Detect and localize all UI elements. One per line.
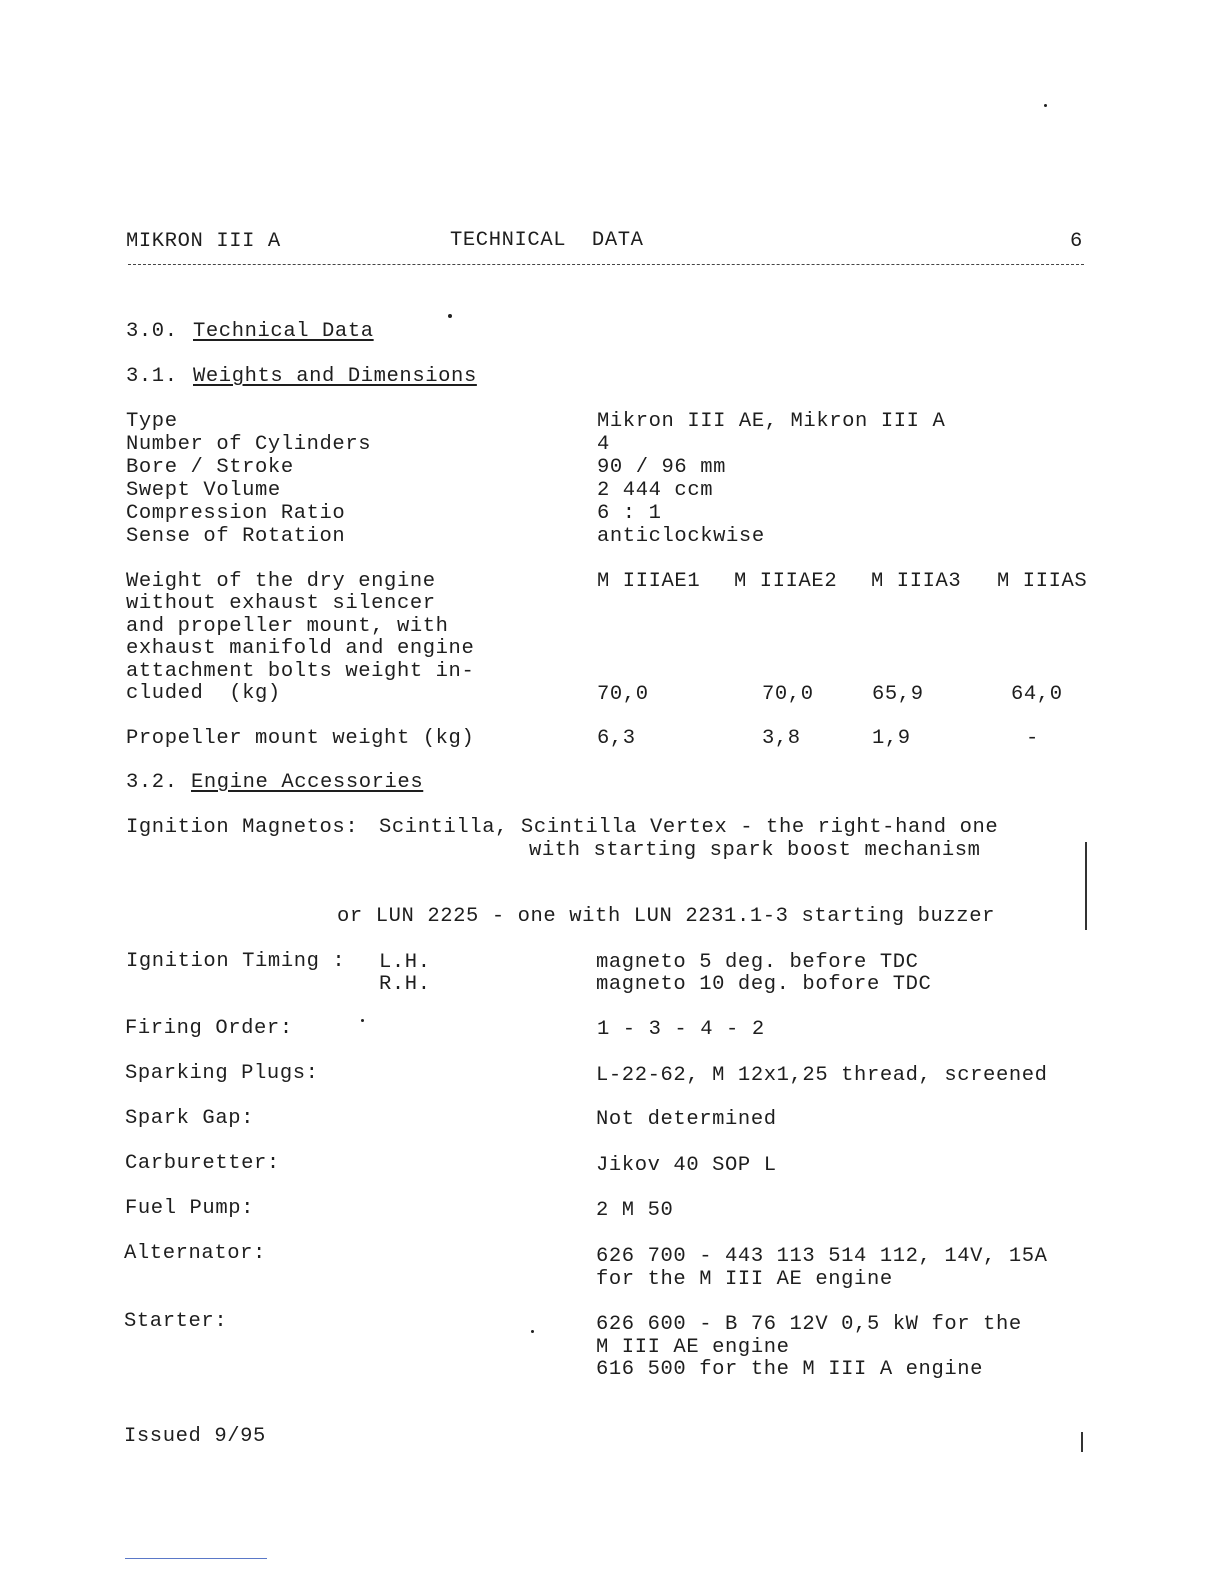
bottom-rule <box>125 1558 267 1559</box>
alternator-value-line2: for the M III AE engine <box>596 1268 893 1291</box>
spec-label-cylinders: Number of Cylinders <box>126 433 372 456</box>
timing-lh-label: L.H. <box>379 951 431 974</box>
revision-bar <box>1081 1432 1083 1452</box>
section-3-1-number: 3.1. <box>126 365 178 388</box>
scan-speck <box>448 314 452 318</box>
spec-value-rotation: anticlockwise <box>597 525 765 548</box>
starter-label: Starter: <box>124 1310 228 1333</box>
magnetos-value-line1: Scintilla, Scintilla Vertex - the right-hand one <box>379 816 999 839</box>
spec-value-type: Mikron III AE, Mikron III A <box>597 410 946 433</box>
alternator-label: Alternator: <box>124 1242 266 1265</box>
timing-lh-value: magneto 5 deg. before TDC <box>596 951 919 974</box>
fuel-pump-label: Fuel Pump: <box>125 1197 255 1220</box>
section-3-0-number: 3.0. <box>126 320 178 343</box>
scan-speck <box>1044 104 1047 107</box>
spark-gap-label: Spark Gap: <box>125 1107 255 1130</box>
weight-label-line: attachment bolts weight in- <box>126 660 475 683</box>
weight-label-line: and propeller mount, with <box>126 615 449 638</box>
model-header: M IIIAS <box>997 570 1088 593</box>
scan-speck <box>531 1330 534 1333</box>
weight-value: 70,0 <box>762 683 814 706</box>
spec-value-bore-stroke: 90 / 96 mm <box>597 456 727 479</box>
propeller-weight-value: 3,8 <box>762 727 801 750</box>
section-3-2-title: Engine Accessories <box>191 771 424 794</box>
spark-gap-value: Not determined <box>596 1108 777 1131</box>
model-header: M IIIAE1 <box>597 570 701 593</box>
firing-order-value: 1 - 3 - 4 - 2 <box>597 1018 765 1041</box>
timing-rh-value: magneto 10 deg. bofore TDC <box>596 973 932 996</box>
spec-value-compression: 6 : 1 <box>597 502 662 525</box>
weight-value: 64,0 <box>1011 683 1063 706</box>
starter-value-line1: 626 600 - B 76 12V 0,5 kW for the <box>596 1313 1022 1336</box>
weight-label-line: cluded (kg) <box>126 682 281 705</box>
header-divider <box>128 264 1084 265</box>
model-header: M IIIA3 <box>871 570 962 593</box>
timing-rh-label: R.H. <box>379 973 431 996</box>
weight-label-line: without exhaust silencer <box>126 592 436 615</box>
section-3-2-number: 3.2. <box>126 771 178 794</box>
issued-date: Issued 9/95 <box>124 1425 266 1448</box>
revision-bar <box>1085 842 1087 930</box>
scan-speck <box>361 1019 364 1022</box>
carburetter-label: Carburetter: <box>125 1152 280 1175</box>
starter-value-line3: 616 500 for the M III A engine <box>596 1358 984 1381</box>
carburetter-value: Jikov 40 SOP L <box>596 1154 777 1177</box>
starter-value-line2: M III AE engine <box>596 1336 790 1359</box>
spec-label-bore-stroke: Bore / Stroke <box>126 456 294 479</box>
spec-label-swept-volume: Swept Volume <box>126 479 281 502</box>
spec-value-swept-volume: 2 444 ccm <box>597 479 714 502</box>
model-header: M IIIAE2 <box>734 570 838 593</box>
spec-label-type: Type <box>126 410 178 433</box>
propeller-weight-label: Propeller mount weight (kg) <box>126 727 475 750</box>
firing-order-label: Firing Order: <box>125 1017 293 1040</box>
spec-label-rotation: Sense of Rotation <box>126 525 346 548</box>
alternator-value-line1: 626 700 - 443 113 514 112, 14V, 15A <box>596 1245 1048 1268</box>
spec-label-compression: Compression Ratio <box>126 502 346 525</box>
spec-value-cylinders: 4 <box>597 433 610 456</box>
magnetos-value-line2: with starting spark boost mechanism <box>529 839 981 862</box>
weight-value: 70,0 <box>597 683 649 706</box>
ignition-timing-label: Ignition Timing : <box>126 950 346 973</box>
sparking-plugs-label: Sparking Plugs: <box>125 1062 319 1085</box>
magnetos-alternative: or LUN 2225 - one with LUN 2231.1-3 starting buzzer <box>337 905 996 928</box>
header-section: TECHNICAL DATA <box>450 229 644 252</box>
propeller-weight-value: 1,9 <box>872 727 911 750</box>
propeller-weight-value: 6,3 <box>597 727 636 750</box>
fuel-pump-value: 2 M 50 <box>596 1199 674 1222</box>
header-title: MIKRON III A <box>126 230 281 253</box>
weight-label-line: Weight of the dry engine <box>126 570 436 593</box>
propeller-weight-value: - <box>1026 727 1039 750</box>
weight-label-line: exhaust manifold and engine <box>126 637 475 660</box>
magnetos-label: Ignition Magnetos: <box>126 816 359 839</box>
page-number: 6 <box>1070 230 1083 253</box>
weight-value: 65,9 <box>872 683 924 706</box>
section-3-0-title: Technical Data <box>193 320 374 343</box>
sparking-plugs-value: L-22-62, M 12x1,25 thread, screened <box>596 1064 1048 1087</box>
section-3-1-title: Weights and Dimensions <box>193 365 477 388</box>
